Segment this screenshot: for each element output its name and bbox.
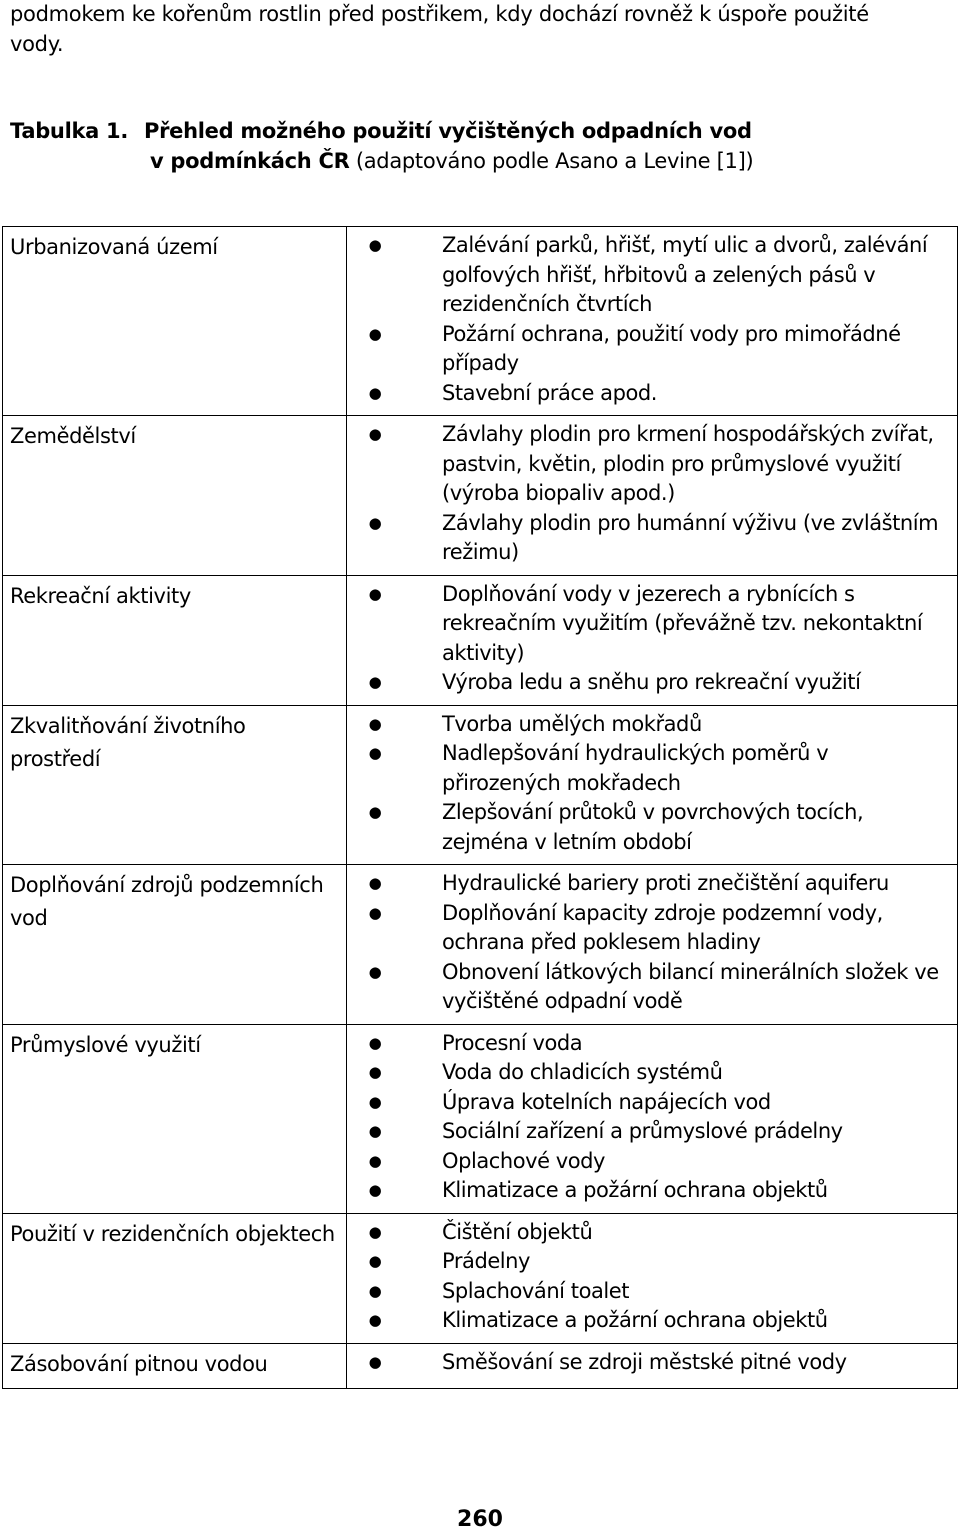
bullet-icon: ●	[368, 1151, 382, 1170]
area-cell	[3, 1343, 347, 1388]
table-caption-title-line-1: Přehled možného použití vyčištěných odpadních vod	[144, 119, 752, 143]
use-text: Klimatizace a požární ochrana objektů	[442, 1178, 828, 1202]
bullet-icon: ●	[368, 1063, 382, 1081]
area-label: Rekreační aktivity	[10, 583, 191, 608]
use-text: Stavební práce apod.	[442, 380, 657, 405]
use-text: Obnovení látkových bilancí minerálních složek ve vyčištěné odpadní vodě	[442, 959, 939, 1013]
use-list-item	[354, 899, 951, 958]
bullet-icon: ●	[368, 1222, 382, 1241]
use-text: Závlahy plodin pro krmení hospodářských zvířat, pastvin, květin, plodin pro průmyslové využití (výroba biopaliv apod.)	[442, 422, 934, 505]
uses-cell	[347, 865, 958, 1025]
table-caption-title-line-2-rest: (adaptováno podle Asano a Levine [1])	[349, 148, 754, 173]
use-text: Úprava kotelních napájecích vod	[442, 1089, 771, 1114]
table-row	[3, 1024, 958, 1213]
use-list-item	[354, 668, 951, 698]
bullet-icon: ●	[368, 1033, 382, 1052]
bullet-icon: ●	[368, 1352, 382, 1371]
bullet-icon: ●	[368, 962, 382, 981]
bullet-icon: ●	[368, 744, 382, 762]
bullet-icon: ●	[368, 903, 382, 922]
bullet-icon: ●	[368, 1281, 382, 1300]
use-list-item	[354, 958, 951, 1017]
intro-line-1: podmokem ke kořenům rostlin před postřikem, kdy dochází rovněž k úspoře použité	[10, 2, 869, 26]
bullet-icon: ●	[368, 1311, 382, 1329]
use-list-item	[354, 509, 951, 568]
bullet-icon: ●	[368, 714, 382, 733]
bullet-icon: ●	[368, 383, 382, 402]
table-caption	[10, 117, 950, 176]
use-list	[354, 869, 951, 1017]
bullet-icon: ●	[368, 1092, 382, 1111]
bullet-icon: ●	[368, 874, 382, 892]
area-cell	[3, 1024, 347, 1213]
bullet-icon: ●	[368, 1181, 382, 1199]
bullet-icon: ●	[368, 673, 382, 691]
area-cell	[3, 416, 347, 576]
use-list-item	[354, 1348, 951, 1378]
area-label: Doplňování zdrojů podzemních vod	[10, 873, 324, 930]
uses-cell	[347, 227, 958, 416]
use-list-item	[354, 798, 951, 857]
area-label: Použití v rezidenčních objektech	[10, 1221, 335, 1246]
bullet-icon: ●	[368, 236, 382, 254]
use-list-item	[354, 379, 951, 409]
bullet-icon: ●	[368, 584, 382, 603]
use-list-item	[354, 1176, 951, 1206]
table-row	[3, 227, 958, 416]
use-list-item	[354, 1218, 951, 1248]
use-text: Čištění objektů	[442, 1219, 593, 1244]
uses-cell	[347, 416, 958, 576]
use-text: Směšování se zdroji městské pitné vody	[442, 1349, 847, 1374]
use-text: Tvorba umělých mokřadů	[442, 711, 702, 736]
bullet-icon: ●	[368, 1122, 382, 1140]
area-cell	[3, 575, 347, 705]
use-text: Zlepšování průtoků v povrchových tocích, zejména v letním období	[442, 800, 864, 854]
use-text: Zalévání parků, hřišť, mytí ulic a dvorů, zalévání golfových hřišť, hřbitovů a zelených pásů v rezidenčních čtvrtích	[442, 233, 928, 316]
use-list-item	[354, 1147, 951, 1177]
area-cell	[3, 227, 347, 416]
use-list-item	[354, 231, 951, 320]
table-caption-label: Tabulka 1.	[10, 119, 129, 143]
use-text: Výroba ledu a sněhu pro rekreační využití	[442, 670, 861, 694]
use-text: Nadlepšování hydraulických poměrů v přirozených mokřadech	[442, 741, 829, 795]
table-row	[3, 705, 958, 865]
bullet-icon: ●	[368, 803, 382, 821]
use-list	[354, 1218, 951, 1336]
use-list	[354, 710, 951, 858]
uses-cell	[347, 1343, 958, 1388]
use-text: Procesní voda	[442, 1030, 583, 1055]
use-text: Prádelny	[442, 1249, 531, 1273]
use-list-item	[354, 1306, 951, 1336]
use-list-item	[354, 580, 951, 669]
use-list-item	[354, 1058, 951, 1088]
intro-paragraph	[10, 0, 950, 59]
table-row	[3, 416, 958, 576]
use-list-item	[354, 1247, 951, 1277]
table-caption-title-line-2-bold: v podmínkách ČR	[150, 148, 350, 173]
use-list-item	[354, 1088, 951, 1118]
use-list-item	[354, 710, 951, 740]
table-row	[3, 575, 958, 705]
area-label: Zkvalitňování životního prostředí	[10, 713, 246, 771]
use-list-item	[354, 320, 951, 379]
uses-cell	[347, 705, 958, 865]
bullet-icon: ●	[368, 324, 382, 343]
area-cell	[3, 865, 347, 1025]
area-label: Průmyslové využití	[10, 1032, 201, 1057]
use-list	[354, 1029, 951, 1206]
use-text: Požární ochrana, použití vody pro mimořádné případy	[442, 321, 901, 375]
table-row	[3, 1343, 958, 1388]
table-row	[3, 865, 958, 1025]
use-list-item	[354, 869, 951, 899]
page-number: 260	[457, 1507, 503, 1532]
use-list	[354, 580, 951, 698]
area-cell	[3, 705, 347, 865]
use-list-item	[354, 1277, 951, 1307]
area-label: Urbanizovaná území	[10, 235, 218, 259]
uses-cell	[347, 575, 958, 705]
use-text: Sociální zařízení a průmyslové prádelny	[442, 1119, 843, 1143]
use-list-item	[354, 1029, 951, 1059]
use-list-item	[354, 420, 951, 509]
use-list-item	[354, 1117, 951, 1147]
reuse-table	[2, 226, 958, 1389]
use-text: Splachování toalet	[442, 1278, 630, 1303]
intro-line-2: vody.	[10, 31, 64, 56]
use-list	[354, 231, 951, 408]
use-list-item	[354, 739, 951, 798]
use-text: Hydraulické bariery proti znečištění aquiferu	[442, 871, 889, 895]
uses-cell	[347, 1024, 958, 1213]
area-label: Zemědělství	[10, 424, 136, 448]
bullet-icon: ●	[368, 513, 382, 532]
use-list	[354, 420, 951, 568]
use-text: Oplachové vody	[442, 1148, 606, 1173]
use-text: Závlahy plodin pro humánní výživu (ve zvláštním režimu)	[442, 510, 939, 564]
area-cell	[3, 1213, 347, 1343]
use-text: Klimatizace a požární ochrana objektů	[442, 1308, 828, 1332]
use-text: Doplňování vody v jezerech a rybnících s rekreačním využitím (převážně tzv. nekontaktní aktivity)	[442, 581, 923, 665]
use-list	[354, 1348, 951, 1378]
use-text: Voda do chladicích systémů	[442, 1060, 723, 1084]
bullet-icon: ●	[368, 1252, 382, 1270]
uses-cell	[347, 1213, 958, 1343]
reuse-table-body	[3, 227, 958, 1389]
use-text: Doplňování kapacity zdroje podzemní vody, ochrana před poklesem hladiny	[442, 900, 883, 954]
area-label: Zásobování pitnou vodou	[10, 1351, 268, 1376]
table-row	[3, 1213, 958, 1343]
bullet-icon: ●	[368, 425, 382, 443]
